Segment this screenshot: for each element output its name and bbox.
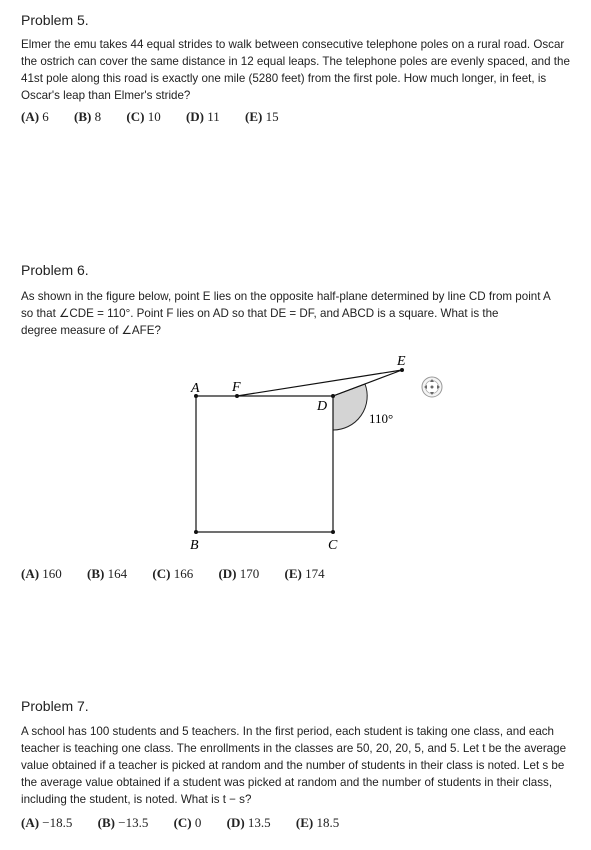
problem-5-line-2: the ostrich can cover the same distance in 12 equal leaps. The telephone poles are evenly spaced, and the — [21, 55, 570, 68]
choice-a[interactable]: (A) 160 — [21, 566, 62, 581]
problem-6-line-3: degree measure of ∠AFE? — [21, 324, 161, 337]
choice-b[interactable]: (B) 8 — [74, 109, 102, 124]
label-f: F — [232, 380, 241, 395]
move-arrows-icon[interactable] — [421, 376, 443, 398]
problem-5-line-4: Oscar's leap than Elmer's stride? — [21, 89, 191, 102]
choice-d[interactable]: (D) 13.5 — [226, 815, 271, 830]
problem-6-choices — [21, 566, 347, 582]
square-abcd — [196, 396, 333, 532]
label-b: B — [190, 538, 199, 553]
problem-7-line-2: teacher is teaching one class. The enrollments in the classes are 50, 20, 20, 5, and 5. Let t be the average — [21, 742, 567, 755]
point-d — [331, 394, 335, 398]
choice-a[interactable]: (A) −18.5 — [21, 815, 73, 830]
problem-6-heading: Problem 6. — [21, 262, 89, 278]
choice-e[interactable]: (E) 18.5 — [295, 815, 340, 830]
problem-5-line-3: 41st pole along this road is exactly one mile (5280 feet) from the first pole. How much longer, in feet, is — [21, 72, 547, 85]
problem-7-line-3: value obtained if a teacher is picked at random and the number of students in their class is noted. Let s be — [21, 759, 565, 772]
problem-7-line-5: including the student, is noted. What is t − s? — [21, 793, 252, 806]
segment-fe — [237, 370, 402, 396]
problem-7-line-1: A school has 100 students and 5 teachers. In the first period, each student is taking one class, and each — [21, 725, 555, 738]
problem-7-heading: Problem 7. — [21, 698, 89, 714]
choice-c[interactable]: (C) 166 — [152, 566, 194, 581]
choice-a[interactable]: (A) 6 — [21, 109, 49, 124]
choice-d[interactable]: (D) 170 — [218, 566, 260, 581]
label-e: E — [397, 354, 406, 369]
label-c: C — [328, 538, 338, 553]
point-b — [194, 530, 198, 534]
choice-e[interactable]: (E) 15 — [245, 109, 279, 124]
label-a: A — [191, 381, 200, 396]
angle-sector — [333, 384, 367, 430]
problem-6-line-1: As shown in the figure below, point E lies on the opposite half-plane determined by line CD from point A — [21, 290, 551, 303]
choice-c[interactable]: (C) 0 — [173, 815, 202, 830]
choice-c[interactable]: (C) 10 — [126, 109, 161, 124]
problem-5-heading: Problem 5. — [21, 12, 89, 28]
point-c — [331, 530, 335, 534]
label-angle: 110° — [369, 411, 394, 426]
problem-6-line-2: so that ∠CDE = 110°. Point F lies on AD so that DE = DF, and ABCD is a square. What is the — [21, 307, 499, 320]
choice-d[interactable]: (D) 11 — [185, 109, 220, 124]
problem-7-choices — [21, 815, 361, 831]
choice-b[interactable]: (B) 164 — [87, 566, 128, 581]
label-d: D — [317, 399, 328, 414]
segment-de — [333, 370, 402, 396]
choice-b[interactable]: (B) −13.5 — [97, 815, 149, 830]
choice-e[interactable]: (E) 174 — [284, 566, 325, 581]
problem-5-line-1: Elmer the emu takes 44 equal strides to walk between consecutive telephone poles on a rural road. Oscar — [21, 38, 565, 51]
problem-7-line-4: the average value obtained if a student was picked at random and the number of students in their class, — [21, 776, 553, 789]
problem-7-text — [21, 723, 576, 808]
